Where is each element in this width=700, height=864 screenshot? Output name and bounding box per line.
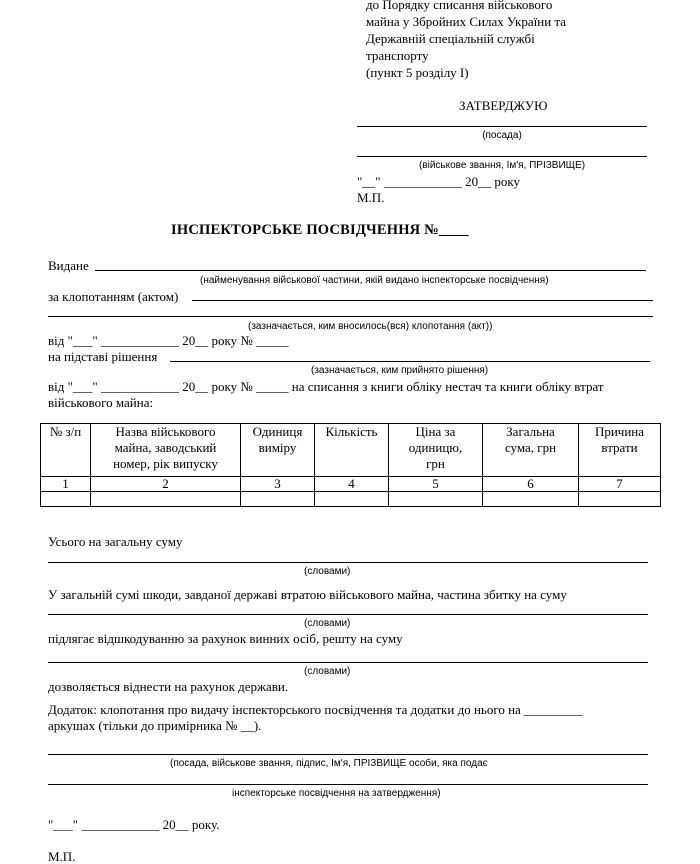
issued-to-field[interactable]: [95, 270, 646, 271]
rank-hint: (військове звання, Ім'я, ПРІЗВИЩЕ): [418, 160, 586, 171]
table-cell[interactable]: [483, 492, 579, 507]
signature-field[interactable]: [48, 754, 648, 755]
table-cell: 5: [389, 477, 483, 492]
signature-field-2[interactable]: [48, 784, 648, 785]
document-title: ІНСПЕКТОРСЬКЕ ПОСВІДЧЕННЯ №____: [171, 222, 469, 238]
col-header-name: Назва військового майна, заводський номер, рік випуску: [91, 424, 241, 477]
damage-text: У загальній сумі шкоди, завданої державі втратою військового майна, частина збитку на суму: [48, 587, 567, 602]
signature-hint-1: (посада, військове звання, підпис, Ім'я, ПРІЗВИЩЕ особи, яка подає: [170, 758, 488, 769]
petition-field[interactable]: [192, 300, 653, 301]
table-cell: 6: [483, 477, 579, 492]
signature-seal: М.П.: [48, 849, 76, 864]
table-row: [41, 492, 661, 507]
state-text: дозволяється віднести на рахунок держави.: [48, 679, 289, 694]
approve-date: "__" ____________ 20__ року: [357, 174, 520, 189]
issued-to-label: Видане: [48, 258, 89, 273]
position-line[interactable]: [357, 126, 647, 127]
rank-line[interactable]: [357, 156, 647, 157]
words-hint-2: (словами): [304, 618, 351, 629]
table-cell: 2: [91, 477, 241, 492]
from-line-1: від "___" ____________ 20__ року № _____: [48, 333, 289, 348]
damage-words-field[interactable]: [48, 614, 648, 615]
position-hint: (посада): [482, 130, 522, 141]
basis-field[interactable]: [170, 361, 650, 362]
table-cell: 3: [241, 477, 315, 492]
header-note-line: до Порядку списання військового: [366, 0, 553, 12]
petition-hint: (зазначається, ким вносилось(вся) клопотання (акт)): [248, 321, 493, 332]
signature-date: "___" ____________ 20__ року.: [48, 817, 220, 832]
table-cell: 1: [41, 477, 91, 492]
table-cell[interactable]: [389, 492, 483, 507]
signature-hint-2: інспекторське посвідчення на затвердження): [232, 788, 441, 799]
words-hint: (словами): [304, 566, 351, 577]
col-header-reason: Причина втрати: [579, 424, 661, 477]
basis-label: на підставі рішення: [48, 349, 158, 364]
total-label: Усього на загальну суму: [48, 534, 183, 549]
table-header-row: [41, 424, 661, 477]
table-cell[interactable]: [315, 492, 389, 507]
header-note-line: майна у Збройних Силах України та: [366, 14, 567, 29]
remainder-words-field[interactable]: [48, 662, 648, 663]
table-cell[interactable]: [91, 492, 241, 507]
appendix-line-2: аркушах (тільки до примірника № __).: [48, 718, 262, 733]
approve-seal: М.П.: [357, 190, 385, 205]
petition-field-2[interactable]: [48, 316, 653, 317]
property-line: військового майна:: [48, 395, 154, 410]
issued-to-hint: (найменування військової частини, якій видано інспекторське посвідчення): [200, 275, 549, 286]
table-cell[interactable]: [579, 492, 661, 507]
col-header-number: № з/п: [41, 424, 91, 477]
header-note-line: (пункт 5 розділу I): [366, 65, 469, 80]
approve-heading: ЗАТВЕРДЖУЮ: [459, 98, 548, 113]
from-line-2: від "___" ____________ 20__ року № _____ на списання з книги обліку нестач та книги обліку втрат: [48, 379, 604, 394]
col-header-quantity: Кількість: [315, 424, 389, 477]
header-note-line: Державній спеціальній службі: [366, 31, 535, 46]
basis-hint: (зазначається, ким прийнято рішення): [311, 365, 489, 376]
table-cell: 4: [315, 477, 389, 492]
total-words-field[interactable]: [48, 562, 648, 563]
table-cell[interactable]: [241, 492, 315, 507]
header-note-line: транспорту: [366, 48, 429, 63]
compensation-text: підлягає відшкодуванню за рахунок винних осіб, решту на суму: [48, 631, 403, 646]
col-header-price: Ціна за одиницю, грн: [389, 424, 483, 477]
col-header-unit: Одиниця виміру: [241, 424, 315, 477]
col-header-total: Загальна сума, грн: [483, 424, 579, 477]
petition-label: за клопотанням (актом): [48, 289, 179, 304]
words-hint-3: (словами): [304, 666, 351, 677]
table-number-row: [41, 477, 661, 492]
loss-table: [40, 423, 661, 507]
appendix-line-1: Додаток: клопотання про видачу інспекторського посвідчення та додатки до нього на _________: [48, 702, 583, 717]
table-cell: 7: [579, 477, 661, 492]
table-cell[interactable]: [41, 492, 91, 507]
